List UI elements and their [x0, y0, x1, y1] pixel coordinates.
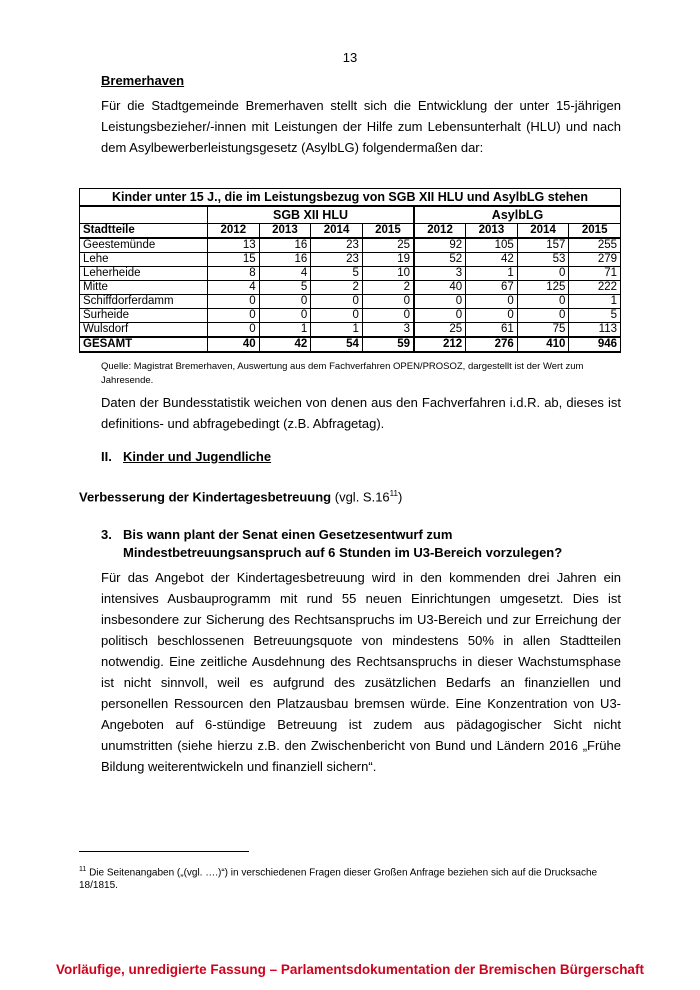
- section-number: II.: [101, 449, 112, 464]
- table-row: [80, 323, 621, 338]
- cell-value: 1: [259, 323, 311, 338]
- page-number: 13: [342, 50, 358, 65]
- section-heading: [101, 449, 271, 464]
- cell-stadtteil: Wulsdorf: [80, 323, 208, 338]
- cell-value: 0: [517, 309, 569, 323]
- cell-value: 0: [311, 309, 363, 323]
- footnote-ref: 11: [389, 489, 398, 498]
- cell-value: 4: [259, 267, 311, 281]
- cell-value: 946: [569, 337, 621, 352]
- table-row: [80, 309, 621, 323]
- cell-value: 40: [414, 281, 466, 295]
- footnote: [79, 863, 599, 892]
- cell-value: 71: [569, 267, 621, 281]
- cell-value: 42: [259, 337, 311, 352]
- cell-value: 5: [569, 309, 621, 323]
- footer-disclaimer: Vorläufige, unredigierte Fassung – Parlamentsdokumentation der Bremischen Bürgerschaft: [56, 962, 644, 977]
- cell-value: 53: [517, 253, 569, 267]
- intro-paragraph: Für die Stadtgemeinde Bremerhaven stellt sich die Entwicklung der unter 15-jährigen Leistungsbezieher/-innen mit Leistungen der Hilfe zum Lebensunterhalt (HLU) und nach dem Asylbewerberleistungsgesetz (AsylbLG) folgendermaßen dar:: [101, 98, 621, 155]
- table-row: [80, 281, 621, 295]
- cell-value: 0: [414, 309, 466, 323]
- cell-stadtteil: Schiffdorferdamm: [80, 295, 208, 309]
- cell-stadtteil: Leherheide: [80, 267, 208, 281]
- cell-value: 276: [466, 337, 518, 352]
- cell-value: 0: [362, 295, 414, 309]
- cell-value: 4: [208, 281, 260, 295]
- cell-value: 13: [208, 238, 260, 253]
- cell-value: 16: [259, 238, 311, 253]
- cell-value: 52: [414, 253, 466, 267]
- cell-stadtteil: Lehe: [80, 253, 208, 267]
- table-row: [80, 238, 621, 253]
- footnote-text: Die Seitenangaben („(vgl. ….)“) in verschiedenen Fragen dieser Großen Anfrage beziehen sich auf die Drucksache 18/1815.: [79, 867, 598, 892]
- after-paragraph: Daten der Bundesstatistik weichen von denen aus den Fachverfahren i.d.R. ab, dieses ist definitions- und abfragebedingt (z.B. Abfragetag).: [101, 395, 621, 431]
- cell-value: 3: [362, 323, 414, 338]
- col-header-year: 2012: [208, 224, 260, 239]
- cell-value: 0: [311, 295, 363, 309]
- section-title: Kinder und Jugendliche: [123, 449, 272, 464]
- group-asylblg: AsylbLG: [414, 206, 621, 224]
- col-header-year: 2012: [414, 224, 466, 239]
- cell-value: 1: [569, 295, 621, 309]
- cell-value: 75: [517, 323, 569, 338]
- cell-value: 42: [466, 253, 518, 267]
- cell-value: 0: [208, 295, 260, 309]
- col-header-stadtteile: Stadtteile: [80, 224, 208, 239]
- footnote-divider: [79, 851, 249, 852]
- cell-value: 255: [569, 238, 621, 253]
- subsection-ref: (vgl. S.16: [334, 489, 390, 505]
- table-row: [80, 253, 621, 267]
- cell-value: 0: [466, 295, 518, 309]
- cell-value: 59: [362, 337, 414, 352]
- cell-stadtteil: Geestemünde: [80, 238, 208, 253]
- cell-value: 25: [414, 323, 466, 338]
- cell-value: 1: [466, 267, 518, 281]
- cell-value: 61: [466, 323, 518, 338]
- cell-value: 0: [208, 323, 260, 338]
- cell-value: 222: [569, 281, 621, 295]
- cell-value: 410: [517, 337, 569, 352]
- cell-value: 15: [208, 253, 260, 267]
- col-header-year: 2015: [569, 224, 621, 239]
- footnote-mark: 11: [79, 866, 87, 873]
- cell-value: 125: [517, 281, 569, 295]
- answer-paragraph: Für das Angebot der Kindertagesbetreuung wird in den kommenden drei Jahren ein intensives Ausbauprogramm mit rund 55 neuen Einrichtungen umgesetzt. Dies ist insbesondere zur Sicherung des Rechtsanspruchs im U3-Bereich und zur Erreichung der politisch beschlossenen Betreuungsquote von mindestens 50% in allen Stadtteilen notwendig. Eine zeitliche Ausdehnung des Rechtsanspruchs in dieser Wachstumsphase ist nicht sinnvoll, weil es aufgrund des zusätzlichen Bedarfs an finanziellen und personellen Ressourcen den Platzausbau bremsen würde. Eine Konzentration von U3-Angeboten auf 6-stündige Betreuung ist zudem aus pädagogischer Sicht nicht unumstritten (siehe hierzu z.B. den Zwischenbericht von Bund und Ländern 2016 „Frühe Bildung weiterentwickeln und finanziell sichern“.: [101, 570, 621, 774]
- cell-value: 54: [311, 337, 363, 352]
- col-header-year: 2014: [517, 224, 569, 239]
- cell-value: 0: [517, 295, 569, 309]
- table-row: [80, 267, 621, 281]
- heading-bremerhaven: Bremerhaven: [101, 73, 185, 88]
- cell-value: 40: [208, 337, 260, 352]
- table-title: Kinder unter 15 J., die im Leistungsbezug von SGB XII HLU und AsylbLG stehen: [80, 189, 621, 207]
- data-table: [79, 188, 621, 353]
- table-row: [80, 295, 621, 309]
- cell-value: 0: [517, 267, 569, 281]
- cell-value: 0: [362, 309, 414, 323]
- cell-value: 23: [311, 238, 363, 253]
- cell-value: 113: [569, 323, 621, 338]
- col-header-year: 2015: [362, 224, 414, 239]
- cell-value: 2: [362, 281, 414, 295]
- table-total-row: [80, 337, 621, 352]
- cell-value: 0: [208, 309, 260, 323]
- cell-value: 5: [259, 281, 311, 295]
- question-number: 3.: [101, 527, 112, 542]
- cell-value: 157: [517, 238, 569, 253]
- subsection-title: Verbesserung der Kindertagesbetreuung: [79, 489, 332, 505]
- col-header-year: 2013: [259, 224, 311, 239]
- cell-value: 25: [362, 238, 414, 253]
- subsection-ref-close: ): [397, 489, 403, 505]
- cell-value: 0: [259, 309, 311, 323]
- col-header-year: 2014: [311, 224, 363, 239]
- group-sgb-xii-hlu: SGB XII HLU: [208, 206, 415, 224]
- cell-value: 212: [414, 337, 466, 352]
- cell-value: 19: [362, 253, 414, 267]
- col-header-year: 2013: [466, 224, 518, 239]
- cell-value: 5: [311, 267, 363, 281]
- cell-stadtteil: Mitte: [80, 281, 208, 295]
- cell-stadtteil: GESAMT: [80, 337, 208, 352]
- cell-value: 10: [362, 267, 414, 281]
- cell-value: 279: [569, 253, 621, 267]
- cell-value: 2: [311, 281, 363, 295]
- cell-value: 105: [466, 238, 518, 253]
- cell-value: 3: [414, 267, 466, 281]
- source-note: Quelle: Magistrat Bremerhaven, Auswertung aus dem Fachverfahren OPEN/PROSOZ, dargestellt ist der Wert zum Jahresende.: [101, 361, 584, 386]
- cell-value: 0: [466, 309, 518, 323]
- cell-value: 0: [414, 295, 466, 309]
- cell-value: 92: [414, 238, 466, 253]
- cell-value: 16: [259, 253, 311, 267]
- cell-value: 8: [208, 267, 260, 281]
- cell-value: 1: [311, 323, 363, 338]
- question-text: Bis wann plant der Senat einen Gesetzesentwurf zum Mindestbetreuungsanspruch auf 6 Stunden im U3-Bereich vorzulegen?: [123, 527, 563, 560]
- subsection-heading: [79, 489, 402, 504]
- table-corner: [80, 206, 208, 224]
- cell-stadtteil: Surheide: [80, 309, 208, 323]
- table-body: [80, 238, 621, 352]
- cell-value: 0: [259, 295, 311, 309]
- cell-value: 67: [466, 281, 518, 295]
- cell-value: 23: [311, 253, 363, 267]
- question: [101, 526, 621, 562]
